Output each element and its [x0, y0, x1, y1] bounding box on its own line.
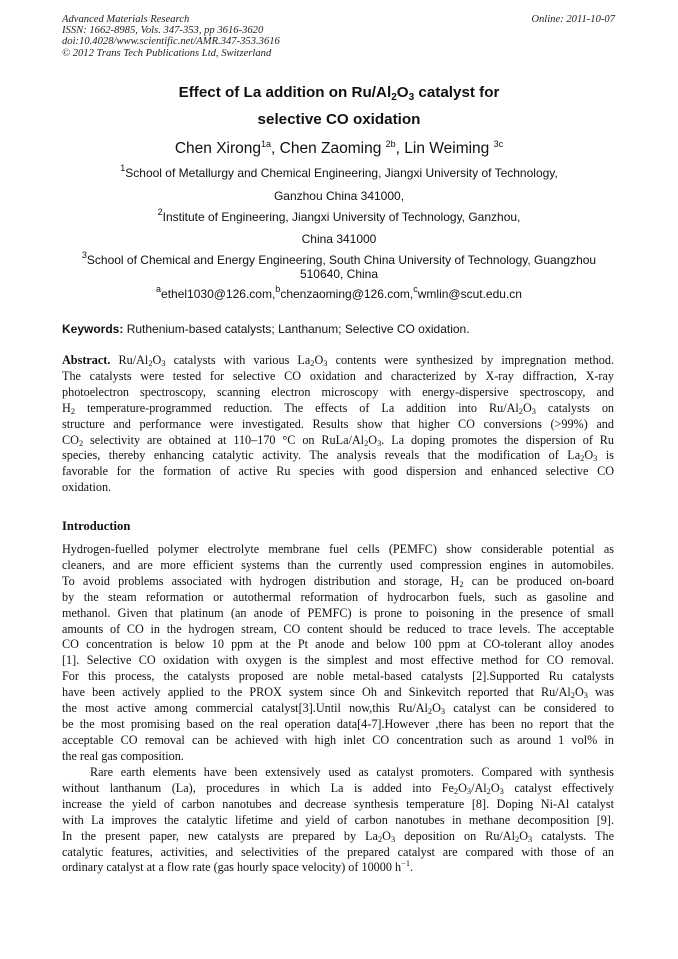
affiliation-3-line-2: 510640, China [299, 267, 379, 281]
copyright-line: © 2012 Trans Tech Publications Ltd, Switzerland [62, 47, 272, 59]
doi-link[interactable]: doi:10.4028/www.scientific.net/AMR.347-353.3616 [62, 36, 280, 48]
author-name: Chen Xirong [174, 140, 262, 157]
author-list: Chen Xirong$^{1a}$, Chen Zaoming $^{2b}$, Lin Weiming $^{3c}$ [174, 139, 504, 157]
author-name: Chen Zaoming [279, 140, 386, 157]
email-link[interactable]: ethel1030@126.com, [161, 287, 276, 301]
author-name: Lin Weiming [404, 140, 494, 157]
keywords [62, 322, 616, 336]
paper-title-line-1: Effect of La addition on $Ru/Al_2O_3$ catalyst for [178, 84, 500, 103]
email-link[interactable]: wmlin@scut.edu.cn [417, 287, 522, 301]
running-header [62, 14, 442, 59]
abstract-label: Abstract. [62, 353, 111, 367]
affiliation-3-line-1: $^3$School of Chemical and Energy Engineering, South China University of Technology, Guangzhou [81, 250, 597, 267]
affiliation-2-line-2: China 341000 [301, 232, 377, 246]
online-date: Online: 2011-10-07 [531, 14, 615, 25]
introduction-paragraph-2: Rare earth elements have been extensively used as catalyst promoters. Compared with synthesis without lanthanum (La), procedures in which La is added into $Fe_2O_3/Al_2O_3$ catalyst effectively increase the yield of carbon nanotubes and decrease synthesis temperature [8]. Doping Ni-Al catalyst with La improves the catalytic lifetime and yield of carbon nanotubes in methane decomposition [9]. In the present paper, new catalysts are prepared by $La_2O_3$ deposition on $Ru/Al_2O_3$ catalysts. The catalytic features, activities, and selectivities of the prepared catalyst are compared with those of an ordinary catalyst at a flow rate (gas hourly space velocity) of 10000 $h^{-1}$. [62, 765, 614, 875]
affiliation-1-line-1: $^1$School of Metallurgy and Chemical Engineering, Jiangxi University of Technology, [120, 163, 558, 180]
paper-title-line-2: selective CO oxidation [257, 111, 421, 128]
email-list: $^a$ethel1030@126.com,$^b$chenzaoming@126.com,$^c$wmlin@scut.edu.cn [156, 284, 522, 301]
abstract-paragraph: Abstract. $Ru/Al_2O_3$ catalysts with various $La_2O_3$ contents were synthesized by impregnation method. The catalysts were tested for selective CO oxidation and characterized by X-ray diffraction, X-ray photoelectron spectroscopy, scanning electron microscopy with energy-dispersive spectroscopy, and $H_2$ temperature-programmed reduction. The effects of La addition into $Ru/Al_2O_3$ catalysts on structure and performance were investigated. Results show that higher CO conversions (>99%) and $CO_2$ selectivity are obtained at 110–170 °C on RuLa/$Al_2O_3$. La doping promotes the dispersion of Ru species, thereby enhancing catalytic activity. The analysis reveals that the modification of $La_2O_3$ is favorable for the formation of active Ru species with good dispersion and enhanced selective CO oxidation. [62, 353, 615, 495]
section-heading-introduction: Introduction [62, 519, 131, 533]
affiliation-1-line-2: Ganzhou China 341000, [273, 189, 405, 203]
journal-name: Advanced Materials Research [62, 14, 190, 25]
keywords-text: Ruthenium-based catalysts; Lanthanum; Selective CO oxidation. [123, 322, 470, 336]
affiliation-2-line-1: $^2$Institute of Engineering, Jiangxi University of Technology, Ganzhou, [157, 207, 521, 224]
keywords-label: Keywords: [62, 322, 124, 336]
issn-line: ISSN: 1662-8985, Vols. 347-353, pp 3616-3620 [62, 25, 264, 37]
introduction-paragraph-1: Hydrogen-fuelled polymer electrolyte membrane fuel cells (PEMFC) show considerable potential as cleaners, and are more efficient systems than the currently used compression engines in automobiles. To avoid problems associated with hydrogen distribution and storage, $H_2$ can be produced on-board by the steam reformation or autothermal reformation of hydrocarbon fuels, such as gasoline and methanol. Given that platinum (an anode of PEMFC) is prone to poisoning in the presence of small amounts of CO in the hydrogen stream, CO content should be reduced to trace levels. The acceptable CO concentration is below 10 ppm at the Pt anode and below 100 ppm at CO-tolerant alloy anodes [1]. Selective CO oxidation with oxygen is the simplest and most effective method for CO removal. For this process, the catalysts proposed are noble metal-based catalysts [2].Supported Ru catalysts have been actively applied to the PROX system since Oh and Sinkevitch reported that $Ru/Al_2O_3$ was the most active among commercial catalyst[3].Until now,this $Ru/Al_2O_3$ catalyst can be considered to be the most promising based on the real operation data[4-7].However ,there has been no report that the acceptable CO removal can be achieved with high inlet CO concentration such as around 1 vol% in the real gas composition. [62, 542, 614, 763]
email-link[interactable]: chenzaoming@126.com, [280, 287, 414, 301]
